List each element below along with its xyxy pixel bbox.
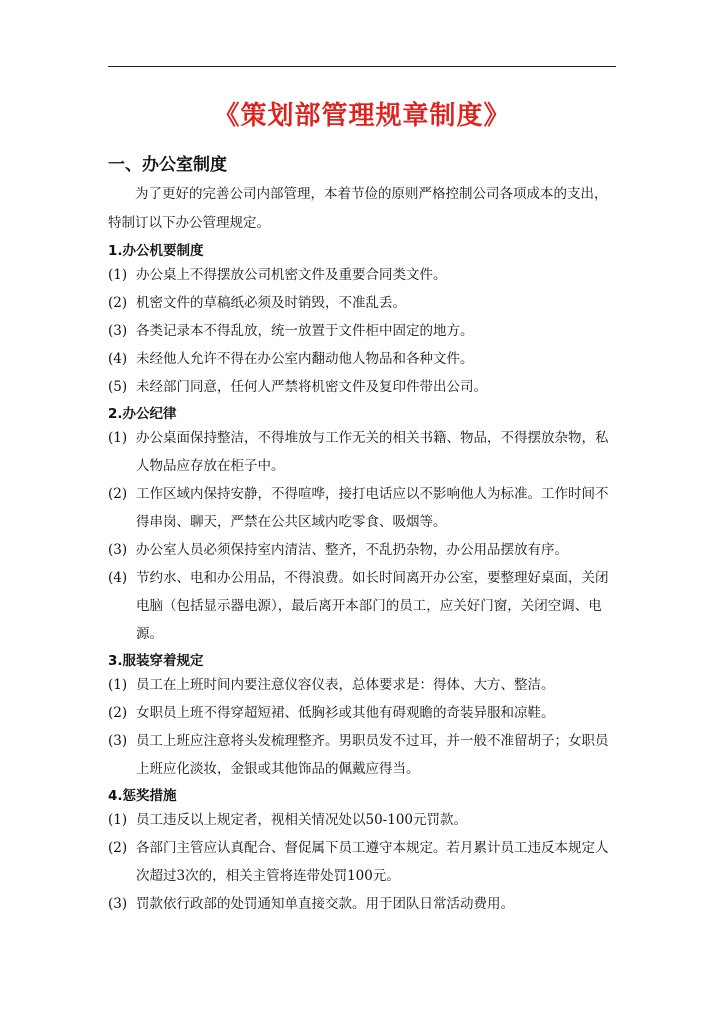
item-number: (3) [108, 896, 128, 912]
list-item [108, 424, 616, 480]
item-number: (3) [108, 323, 128, 339]
list-item [108, 671, 616, 699]
list-item [108, 564, 616, 648]
header-rule [108, 66, 616, 67]
item-number: (5) [108, 379, 128, 395]
item-number: (2) [108, 486, 128, 502]
item-number: (2) [108, 840, 128, 856]
item-number: (1) [108, 812, 128, 828]
item-number: (1) [108, 430, 128, 446]
item-number: (4) [108, 351, 128, 367]
item-number: (3) [108, 542, 128, 558]
list-item [108, 727, 616, 783]
item-number: (1) [108, 267, 128, 283]
item-number: (2) [108, 295, 128, 311]
item-text: 工作区域内保持安静，不得喧哗，接打电话应以不影响他人为标准。工作时间不得串岗、聊天，严禁在公共区域内吃零食、吸烟等。 [136, 486, 609, 530]
item-text: 机密文件的草稿纸必须及时销毁，不准乱丢。 [136, 295, 406, 311]
subsection-heading: 4.惩奖措施 [108, 788, 177, 804]
item-text: 员工在上班时间内要注意仪容仪表，总体要求是：得体、大方、整洁。 [136, 677, 555, 693]
list-item [108, 536, 616, 564]
subsection-rewards-penalties [108, 787, 616, 918]
list-item [108, 890, 616, 918]
item-number: (3) [108, 733, 128, 749]
list-item [108, 345, 616, 373]
item-text: 办公室人员必须保持室内清洁、整齐，不乱扔杂物，办公用品摆放有序。 [136, 542, 568, 558]
subsection-confidentiality [108, 242, 616, 401]
subsection-heading: 2.办公纪律 [108, 406, 177, 422]
list-item [108, 834, 616, 890]
document-title: 《策划部管理规章制度》 [213, 101, 511, 131]
item-text: 各部门主管应认真配合、督促属下员工遵守本规定。若月累计员工违反本规定人次超过3次的，相关主管将连带处罚100元。 [136, 840, 609, 884]
item-number: (4) [108, 570, 128, 586]
list-item [108, 289, 616, 317]
subsection-heading: 1.办公机要制度 [108, 243, 204, 259]
list-item [108, 699, 616, 727]
item-text: 节约水、电和办公用品，不得浪费。如长时间离开办公室，要整理好桌面，关闭电脑（包括显示器电源），最后离开本部门的员工，应关好门窗，关闭空调、电源。 [136, 570, 609, 642]
item-text: 办公桌面保持整洁，不得堆放与工作无关的相关书籍、物品，不得摆放杂物，私人物品应存放在柜子中。 [136, 430, 609, 474]
item-text: 未经部门同意，任何人严禁将机密文件及复印件带出公司。 [136, 379, 487, 395]
list-item [108, 480, 616, 536]
item-text: 各类记录本不得乱放，统一放置于文件柜中固定的地方。 [136, 323, 474, 339]
list-item [108, 373, 616, 401]
list-item [108, 317, 616, 345]
list-item [108, 261, 616, 289]
item-text: 员工违反以上规定者，视相关情况处以50-100元罚款。 [136, 812, 468, 828]
subsection-discipline [108, 405, 616, 648]
item-number: (1) [108, 677, 128, 693]
item-text: 女职员上班不得穿超短裙、低胸衫或其他有碍观瞻的奇装异服和凉鞋。 [136, 705, 555, 721]
item-text: 办公桌上不得摆放公司机密文件及重要合同类文件。 [136, 267, 447, 283]
list-item [108, 806, 616, 834]
item-text: 未经他人允许不得在办公室内翻动他人物品和各种文件。 [136, 351, 474, 367]
section-heading: 一、办公室制度 [108, 155, 227, 175]
subsection-dress-code [108, 652, 616, 783]
document-body [108, 150, 616, 918]
item-text: 罚款依行政部的处罚通知单直接交款。用于团队日常活动费用。 [136, 896, 514, 912]
item-number: (2) [108, 705, 128, 721]
intro-paragraph: 为了更好的完善公司内部管理，本着节俭的原则严格控制公司各项成本的支出，特制订以下办公管理规定。 [108, 186, 608, 231]
item-text: 员工上班应注意将头发梳理整齐。男职员发不过耳，并一般不准留胡子；女职员上班应化淡妆，金银或其他饰品的佩戴应得当。 [136, 733, 609, 777]
subsection-heading: 3.服装穿着规定 [108, 653, 204, 669]
